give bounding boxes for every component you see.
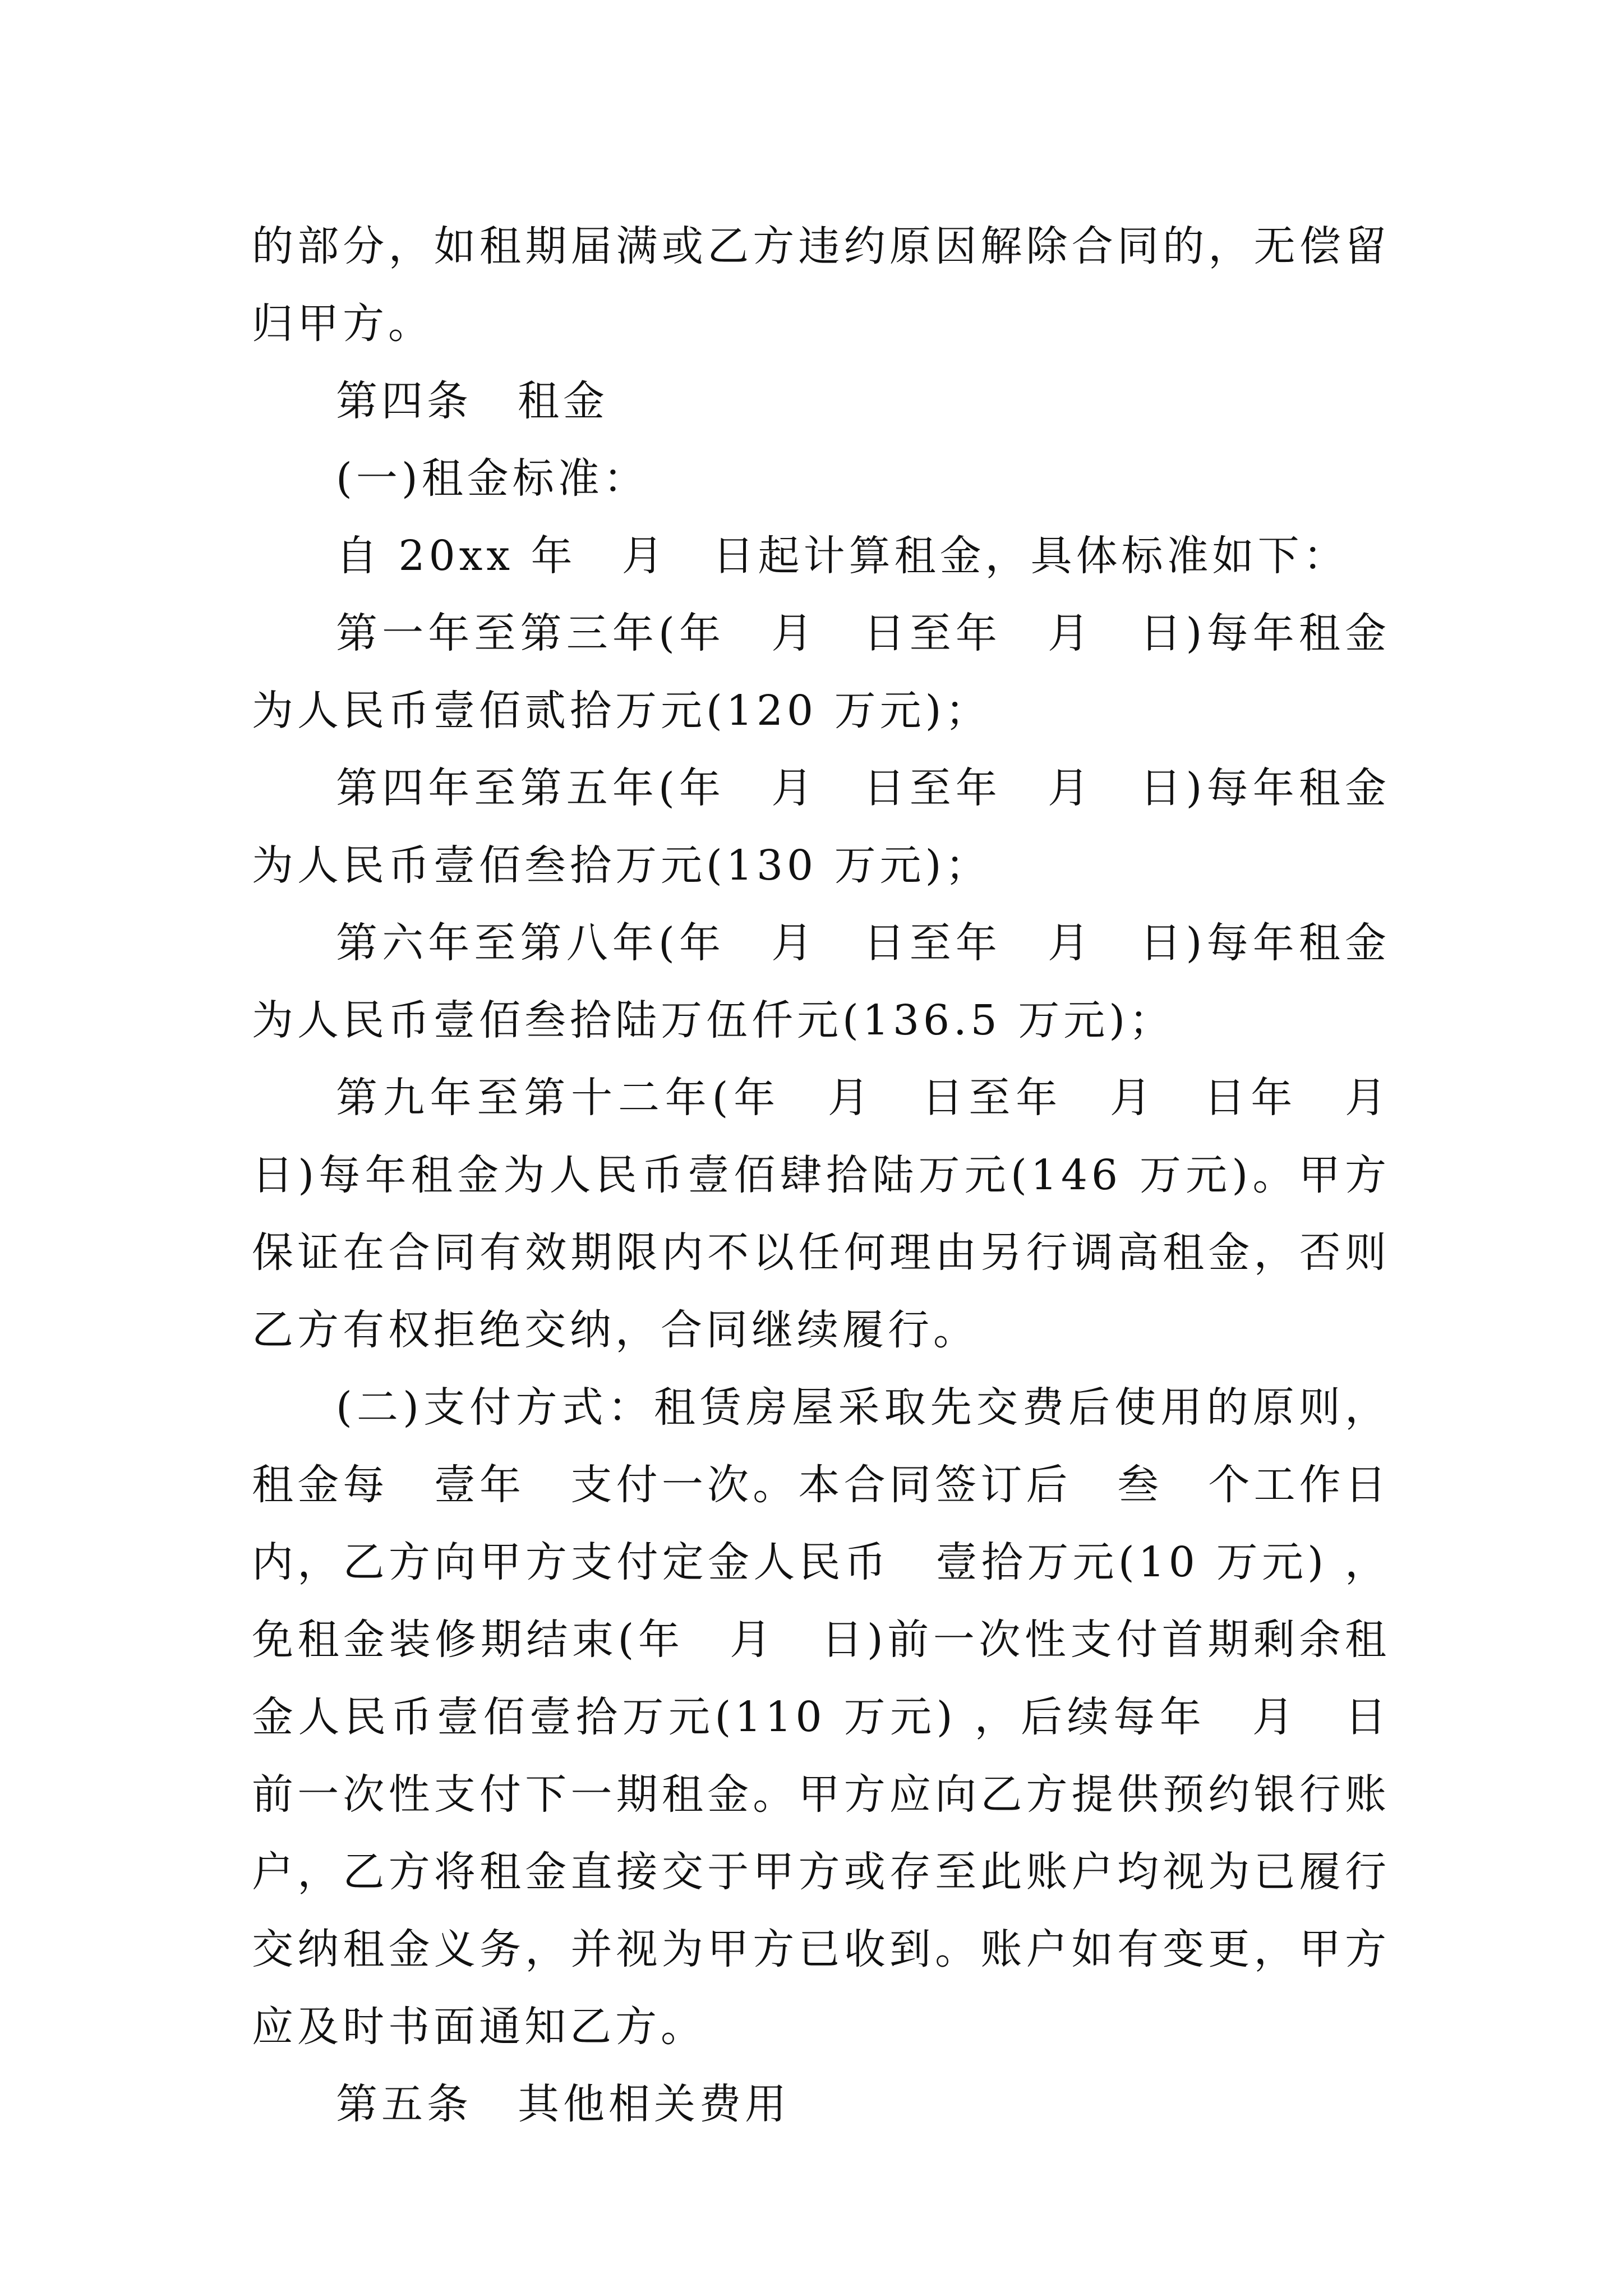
section-payment-method: (二)支付方式：租赁房屋采取先交费后使用的原则，租金每 壹年 支付一次。本合同签订后 叁 个工作日内，乙方向甲方支付定金人民币 壹拾万元(10 万元) ，免租金装修期结束(年 月 日)前一次性支付首期剩余租金人民币壹佰壹拾万元(110 万元) ，后续每年 月 日前一次性支付下一期租金。甲方应向乙方提供预约银行账户，乙方将租金直接交于甲方或存至此账户均视为已履行交纳租金义务，并视为甲方已收到。账户如有变更，甲方应及时书面通知乙方。 [252, 1383, 1390, 2051]
paragraph-rent-years-4-5: 第四年至第五年(年 月 日至年 月 日)每年租金为人民币壹佰叁拾万元(130 万元)； [252, 764, 1390, 890]
article-heading-other-fees: 第五条 其他相关费用 [336, 2080, 790, 2128]
paragraph-rent-years-1-3: 第一年至第三年(年 月 日至年 月 日)每年租金为人民币壹佰贰拾万元(120 万元)； [252, 609, 1390, 735]
section-rent-standard: (一)租金标准： [336, 454, 649, 503]
paragraph-rent-years-6-8: 第六年至第八年(年 月 日至年 月 日)每年租金为人民币壹佰叁拾陆万伍仟元(136.5 万元)； [252, 919, 1390, 1045]
paragraph-rent-years-9-12: 第九年至第十二年(年 月 日至年 月 日年 月 日)每年租金为人民币壹佰肆拾陆万元(146 万元)。甲方保证在合同有效期限内不以任何理由另行调高租金，否则乙方有权拒绝交纳，合同继续履行。 [252, 1074, 1436, 1354]
document-body [252, 208, 1436, 2143]
paragraph-rent-start: 自 20xx 年 月 日起计算租金，具体标准如下： [336, 532, 1349, 580]
article-heading-rent: 第四条 租金 [336, 377, 608, 425]
paragraph-continuation: 的部分，如租期届满或乙方违约原因解除合同的，无偿留归甲方。 [252, 222, 1390, 348]
